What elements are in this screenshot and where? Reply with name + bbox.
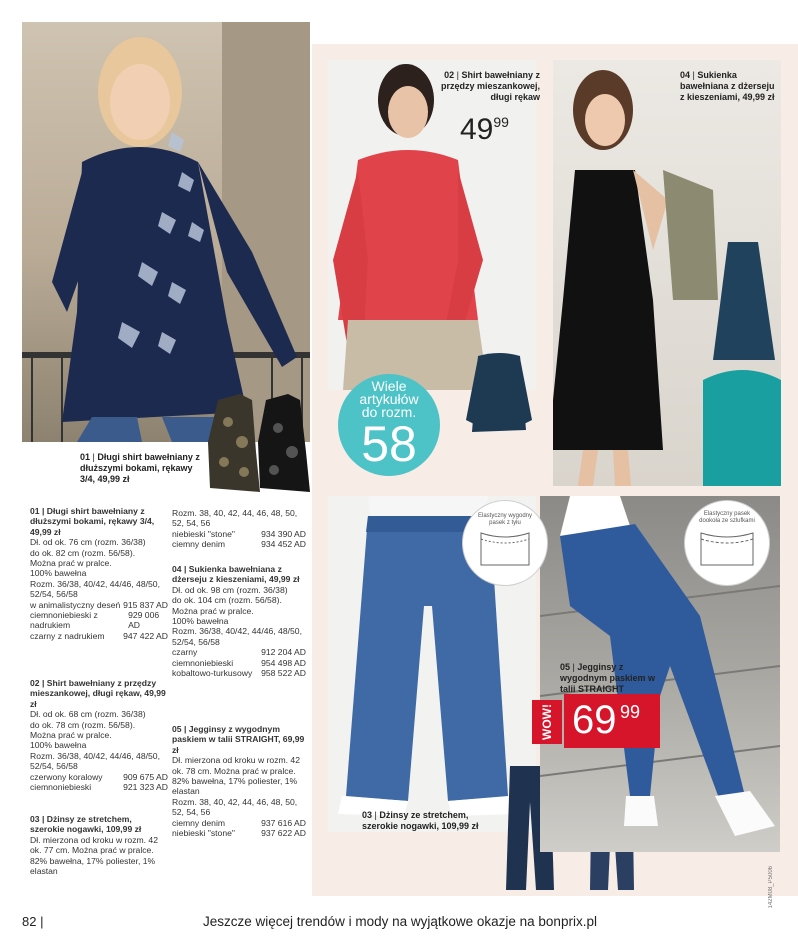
- desc-05-num: 05: [172, 724, 182, 734]
- desc-02-num: 02: [30, 678, 40, 688]
- desc-01-item: [30, 610, 168, 631]
- item-code: 929 006 AD: [128, 610, 160, 631]
- product-photo-01: [22, 22, 310, 442]
- caption-02-text: Shirt bawełniany z przędzy mieszankowej, długi rękaw: [440, 70, 540, 102]
- caption-04-num: 04: [680, 70, 691, 80]
- desc-05-item: [172, 818, 306, 828]
- desc-04-line: do ok. 104 cm (rozm. 56/58).: [172, 595, 282, 606]
- desc-03: 03 | Dżinsy ze stretchem, szerokie nogawki, 109,99 zł Dł. mierzona od kroku w rozm. 42 ok. 77 cm. Można prać w pralce. 82% bawełna, 17% poliester, 1% elastan: [30, 814, 168, 876]
- desc-01-line: Rozm. 36/38, 40/42, 44/46, 48/50, 52/54, 56/58: [30, 578, 160, 600]
- caption-05-text: Jegginsy z wygodnym paskiem w talii STRAIGHT: [560, 662, 656, 694]
- wow-price-cents: 99: [620, 702, 641, 722]
- item-name: czarny: [172, 647, 198, 658]
- desc-02: 02 | Shirt bawełniany z przędzy mieszankowej, długi rękaw, 49,99 zł Dł. od ok. 68 cm (rozm. 36/38) do ok. 78 cm (rozm. 56/58). Można prać w pralce. 100% bawełna Rozm. 36/38, 40/42, 44/46, 48/50, 52/54, 56/58 czerwony koralowy 909 675 AD ciemnoniebieski 921 323 AD: [30, 678, 168, 793]
- desc-05-line: Rozm. 38, 40, 42, 44, 46, 48, 50, 52, 54, 56: [172, 796, 298, 818]
- belt-label-1: Elastyczny wygodny pasek z tyłu: [477, 513, 533, 526]
- caption-02: 02 | Shirt bawełniany z przędzy mieszankowej, długi rękaw: [440, 70, 540, 102]
- desc-04-item: [172, 658, 306, 668]
- product-photo-02: [328, 60, 536, 390]
- item-name: ciemnoniebieski: [172, 657, 234, 668]
- side-code: 142M08_P5006: [768, 866, 774, 909]
- belt-detail-2: [684, 500, 770, 586]
- desc-03-num: 03: [30, 814, 40, 824]
- desc-04-num: 04: [172, 564, 182, 574]
- item-name: ciemnoniebieski: [30, 782, 92, 793]
- desc-03b-line: Rozm. 38, 40, 42, 44, 46, 48, 50, 52, 54, 56: [172, 508, 298, 529]
- desc-03-title: Dżinsy ze stretchem, szerokie nogawki, 109,99 zł: [30, 814, 142, 835]
- caption-03: 03 | Dżinsy ze stretchem, szerokie nogawki, 109,99 zł: [362, 810, 479, 831]
- price-02-main: 49: [460, 113, 494, 146]
- caption-04-text: Sukienka bawełniana z dżerseju z kieszeniami, 49,99 zł: [680, 70, 775, 102]
- desc-03-line: 82% bawełna, 17% poliester, 1% elastan: [30, 855, 156, 877]
- badge-line1: Wiele: [371, 378, 407, 394]
- belt-detail-1: [462, 500, 548, 586]
- desc-04-line: Rozm. 36/38, 40/42, 44/46, 48/50, 52/54, 56/58: [172, 626, 302, 647]
- desc-03-continued: [172, 508, 306, 550]
- desc-02-item: [30, 772, 168, 782]
- product-photo-04: [553, 60, 781, 486]
- item-code: 937 616 AD: [261, 817, 306, 828]
- wow-price-main: 69: [572, 698, 617, 742]
- desc-04-title: Sukienka bawełniana z dżerseju z kieszeniami, 49,99 zł: [172, 564, 300, 585]
- tunic-thumbnails: [200, 392, 318, 500]
- item-code: 909 675 AD: [123, 771, 168, 782]
- caption-02-num: 02: [444, 70, 455, 80]
- desc-05-line: 82% bawełna, 17% poliester, 1% elastan: [172, 776, 298, 797]
- desc-01-line: do ok. 82 cm (rozm. 56/58).: [30, 547, 136, 558]
- item-code: 954 498 AD: [261, 657, 306, 668]
- desc-02-title: Shirt bawełniany z przędzy mieszankowej, długi rękaw, 49,99 zł: [30, 678, 166, 709]
- desc-01-line: 100% bawełna: [30, 568, 87, 579]
- desc-01-num: 01: [30, 506, 40, 516]
- desc-02-item: [30, 782, 168, 792]
- caption-03-num: 03: [362, 810, 373, 820]
- item-code: 934 452 AD: [261, 539, 306, 550]
- price-02-cents: 99: [493, 114, 509, 130]
- item-name: w animalistyczny deseń: [30, 599, 121, 610]
- wow-price-box: [564, 694, 660, 748]
- desc-04-line: Można prać w pralce.: [172, 605, 254, 616]
- desc-02-line: Dł. od ok. 68 cm (rozm. 36/38): [30, 709, 146, 720]
- item-name: niebieski "stone": [172, 828, 235, 839]
- item-name: niebieski "stone": [172, 528, 235, 539]
- desc-02-line: Rozm. 36/38, 40/42, 44/46, 48/50, 52/54, 56/58: [30, 750, 160, 772]
- item-name: ciemnoniebieski z nadrukiem: [30, 610, 98, 631]
- desc-04-line: Dł. od ok. 98 cm (rozm. 36/38): [172, 584, 288, 595]
- desc-02-line: do ok. 78 cm (rozm. 56/58).: [30, 719, 136, 730]
- desc-03b-item: [172, 539, 306, 549]
- item-name: czerwony koralowy: [30, 771, 103, 782]
- desc-02-line: 100% bawełna: [30, 740, 87, 751]
- desc-05-title: Jegginsy z wygodnym paskiem w talii STRAIGHT, 69,99 zł: [172, 724, 305, 755]
- item-code: 934 390 AD: [261, 528, 306, 539]
- item-code: 915 837 AD: [123, 599, 168, 610]
- desc-02-line: Można prać w pralce.: [30, 730, 112, 741]
- footer-text: Jeszcze więcej trendów i mody na wyjątkowe okazje na bonprix.pl: [203, 914, 597, 929]
- caption-03-text: Dżinsy ze stretchem, szerokie nogawki, 109,99 zł: [362, 810, 479, 831]
- desc-04: 04 | Sukienka bawełniana z dżerseju z kieszeniami, 49,99 zł Dł. od ok. 98 cm (rozm. 36/38) do ok. 104 cm (rozm. 56/58). Można prać w pralce. 100% bawełna Rozm. 36/38, 40/42, 44/46, 48/50, 52/54, 56/58 czarny 912 204 AD ciemnoniebieski 954 498 AD kobaltowo-turkusowy 958 522 AD: [172, 564, 306, 679]
- caption-05-num: 05: [560, 662, 571, 672]
- desc-01-item: [30, 600, 168, 610]
- desc-01-line: Można prać w pralce.: [30, 558, 112, 569]
- caption-05: 05 | Jegginsy z wygodnym paskiem w talii STRAIGHT: [560, 662, 656, 694]
- desc-01: 01 | Długi shirt bawełniany z dłuższymi bokami, rękawy 3/4, 49,99 zł Dł. od ok. 76 cm (rozm. 36/38) do ok. 82 cm (rozm. 56/58). Można prać w pralce. 100% bawełna Rozm. 36/38, 40/42, 44/46, 48/50, 52/54, 56/58 w animalistyczny deseń 915 837 AD ciemnoniebieski z nadrukiem 929 006 AD czarny z nadrukiem 947 422 AD: [30, 506, 168, 641]
- page-number-value: 82: [22, 914, 37, 929]
- item-code: 947 422 AD: [123, 630, 168, 641]
- item-name: ciemny denim: [172, 817, 226, 828]
- item-name: czarny z nadrukiem: [30, 630, 105, 641]
- page-number: 82 |: [22, 914, 44, 929]
- caption-01-text: Długi shirt bawełniany z dłuższymi bokami, rękawy 3/4, 49,99 zł: [80, 452, 200, 484]
- desc-01-line: Dł. od ok. 76 cm (rozm. 36/38): [30, 537, 146, 548]
- desc-01-item: [30, 631, 168, 641]
- badge-line2: artykułów: [359, 391, 419, 407]
- price-02: [460, 114, 540, 148]
- desc-03-line: Dł. mierzona od kroku w rozm. 42 ok. 77 cm. Można prać w pralce.: [30, 834, 158, 856]
- item-code: 912 204 AD: [261, 647, 306, 658]
- item-code: 937 622 AD: [261, 828, 306, 839]
- desc-01-title: Długi shirt bawełniany z dłuższymi bokami, rękawy 3/4, 49,99 zł: [30, 506, 155, 537]
- desc-04-line: 100% bawełna: [172, 616, 229, 627]
- desc-05-line: Dł. mierzona od kroku w rozm. 42 ok. 78 cm. Można prać w pralce.: [172, 755, 300, 776]
- desc-03b-item: [172, 529, 306, 539]
- caption-01: 01 | Długi shirt bawełniany z dłuższymi bokami, rękawy 3/4, 49,99 zł: [80, 452, 200, 484]
- desc-05-item: [172, 828, 306, 838]
- caption-04: 04 | Sukienka bawełniana z dżerseju z kieszeniami, 49,99 zł: [680, 70, 775, 102]
- wow-label: WOW!: [532, 700, 562, 744]
- desc-05: 05 | Jegginsy z wygodnym paskiem w talii STRAIGHT, 69,99 zł Dł. mierzona od kroku w rozm. 42 ok. 78 cm. Można prać w pralce. 82% bawełna, 17% poliester, 1% elastan Rozm. 38, 40, 42, 44, 46, 48, 50, 52, 54, 56 ciemny denim 937 616 AD niebieski "stone" 937 622 AD: [172, 724, 306, 839]
- badge-size: 58: [361, 416, 417, 472]
- navy-blouse-thumbnail: [464, 350, 534, 442]
- size-badge: [338, 374, 440, 476]
- belt-label-2: Elastyczny pasek dookoła ze szlufkami: [699, 511, 755, 524]
- item-name: kobaltowo-turkusowy: [172, 668, 253, 679]
- desc-04-item: [172, 668, 306, 678]
- caption-01-num: 01: [80, 452, 91, 462]
- desc-04-item: [172, 647, 306, 657]
- item-code: 958 522 AD: [261, 668, 306, 679]
- item-name: ciemny denim: [172, 539, 226, 550]
- item-code: 921 323 AD: [123, 782, 168, 793]
- badge-line3: do rozm.: [361, 404, 417, 420]
